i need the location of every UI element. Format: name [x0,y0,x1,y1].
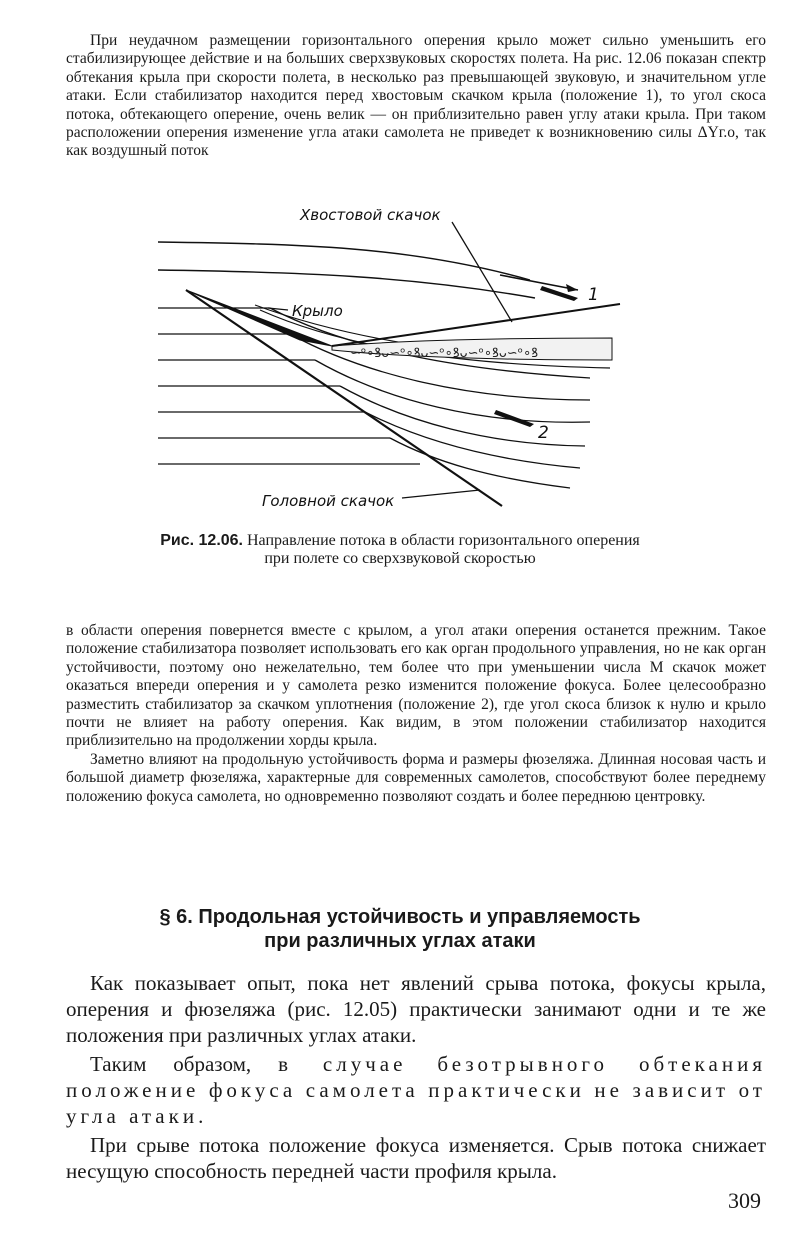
upper-streamline [158,242,530,280]
deflected-streamline [390,438,570,488]
wing-label: Крыло [292,302,343,320]
section-heading [80,905,720,953]
bottom-paragraph-2 [66,1051,766,1129]
bottom-text-block [66,970,766,1187]
flow-arrow-upper-head [566,284,578,292]
figure-caption [150,532,650,568]
upper-streamline [158,270,535,298]
head-shock-line [186,290,502,506]
middle-paragraph-2: Заметно влияют на продольную устойчивость форма и размеры фюзеляжа. Длинная носовая часть и большой диаметр фюзеляжа, характерные для современных самолетов, способствуют более переднему положению фокуса самолета, но одновременно позволяют создать и более переднюю центровку. [66,750,766,805]
head-shock-pointer [402,490,480,498]
tail-shock-pointer [452,222,512,322]
section-heading-line-2: при различных углах атаки [264,930,536,952]
intro-paragraph: При неудачном размещении горизонтального оперения крыло может сильно уменьшить его стабилизирующее действие и на больших сверхзвуковых скоростях полета. На рис. 12.06 показан спектр обтекания крыла при скорости полета, в несколько раз превышающей звуковую, и значительном угле атаки. Если стабилизатор находится перед хвостовым скачком крыла (положение 1), то угол скоса потока, обтекающего оперение, очень велик — он приблизительно равен углу атаки крыла. При таком расположении оперения изменение угла атаки самолета не приведет к возникновению силы ΔYг.о, так как воздушный поток [66,32,766,160]
flow-arrow-upper [500,275,578,290]
head-shock-label: Головной скачок [262,492,395,510]
figure-12-06 [150,200,630,520]
position-1-label: 1 [588,285,599,305]
caption-number: Рис. 12.06. [160,532,243,549]
tail-shock-label: Хвостовой скачок [300,206,441,224]
deflected-streamline [315,360,590,422]
bottom-paragraph-2-emphasis: в случае безотрывного обтекания положение фокуса самолета практически не зависит от угла атаки. [66,1052,766,1128]
wake-texture: ∽ᵒ∘ꝸᴗ∽ᵒ∘ꝸᴗ∽ᵒ∘ꝸᴗ∽ᵒ∘ꝸᴗ∽ᵒ∘ꝸ [350,346,539,361]
bottom-paragraph-3: При срыве потока положение фокуса изменяется. Срыв потока снижает несущую способность передней части профиля крыла. [66,1133,766,1183]
bottom-paragraph-1: Как показывает опыт, пока нет явлений срыва потока, фокусы крыла, оперения и фюзеляжа (рис. 12.05) практически занимают одни и те же положения при различных углах атаки. [66,971,766,1047]
flow-diagram [150,200,630,520]
bottom-paragraph-2-lead: Таким образом, [90,1052,279,1076]
intro-paragraph-block [66,32,766,161]
page-number: 309 [728,1188,761,1213]
section-heading-line-1: § 6. Продольная устойчивость и управляемость [159,906,641,928]
middle-text-block [66,622,766,806]
caption-text: Направление потока в области горизонтального оперения при полете со сверхзвуковой скоростью [247,532,640,567]
position-2-label: 2 [538,423,549,443]
middle-paragraph-1: в области оперения повернется вместе с крылом, а угол атаки оперения останется прежним. Такое положение стабилизатора позволяет использовать его как орган продольного управления, но не как орган устойчивости, поэтому оно нежелательно, тем более что при уменьшении числа M скачок может оказаться впереди оперения и у самолета резко изменится положение фокуса. Более целесообразно разместить стабилизатор за скачком уплотнения (положение 2), где угол скоса близок к нулю и крыло почти не влияет на работу оперения. Как видим, в этом положении стабилизатор находится приблизительно на продолжении хорды крыла. [66,622,766,750]
